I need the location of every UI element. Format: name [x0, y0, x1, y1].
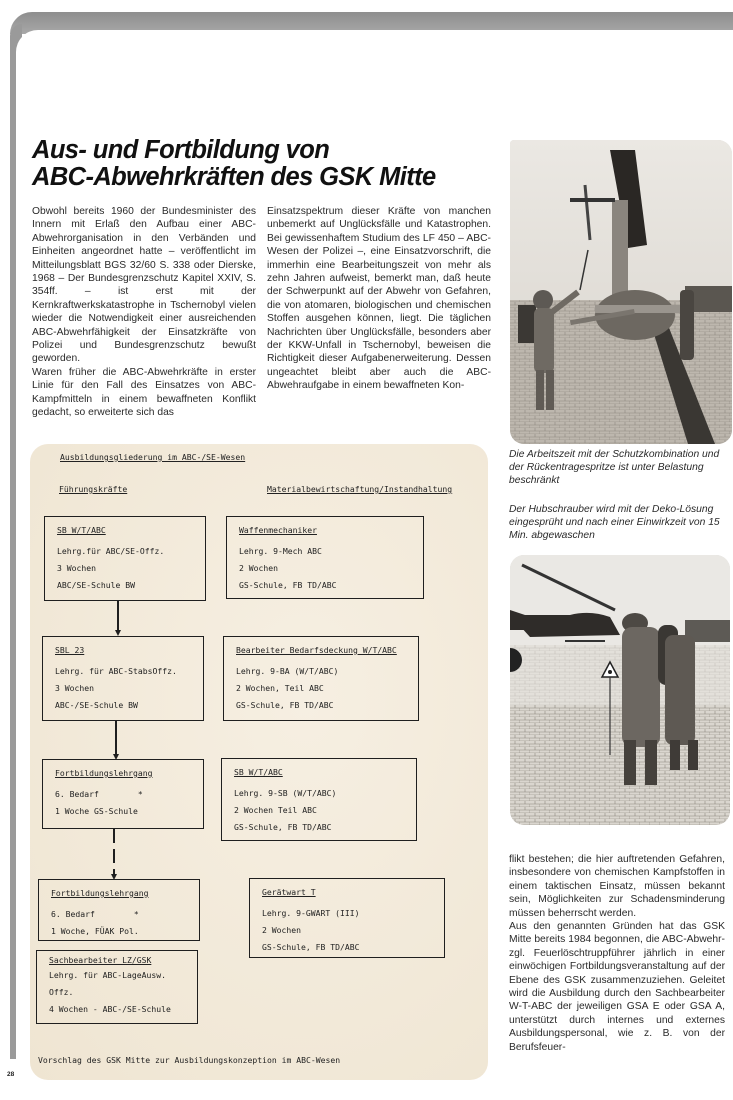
photo-helicopter-spraying — [510, 140, 732, 444]
paragraph: Obwohl bereits 1960 der Bundesminister des Innern mit Erlaß den Aufbau einer ABC-Abwehrorganisation in den Verbänden und Einheiten angeordnet hatte – veröffentlicht im Mitteilungsblatt BGS 32/60 S. 338 oder Dierske, 1968 – Der Bundesgrenzschutz Kapitel XXIV, S. 354ff. – ist erst mit der Kernkraftwerkskatastrophe in Tschernobyl vielen wieder die Notwendigkeit einer ausreichenden ABC-Abwehrfähigkeit der Einsatzkräfte von Polizei und Bundesgrenzschutz bewußt geworden. — [32, 206, 256, 365]
diagram-box-fortbildung-2: Fortbildungslehrgang 6. Bedarf * 1 Woche, FÜAK Pol. — [38, 879, 200, 941]
body-column-2 — [267, 205, 491, 393]
photo-caption-2: Der Hubschrauber wird mit der Deko-Lösung eingesprüht und nach einer Einwirkzeit von 15 Min. abgewaschen — [509, 504, 720, 542]
diagram-caption: Vorschlag des GSK Mitte zur Ausbildungskonzeption im ABC-Wesen — [38, 1055, 341, 1065]
diagram-box-waffenmechaniker: Waffenmechaniker Lehrg. 9-Mech ABC 2 Wochen GS-Schule, FB TD/ABC — [226, 516, 424, 599]
connector-line — [117, 601, 119, 633]
diagram-box-sachbearbeiter: Sachbearbeiter LZ/GSK Lehrg. für ABC-LageAusw. Offz. 4 Wochen - ABC-/SE-Schule — [36, 950, 198, 1024]
paragraph: Einsatzspektrum dieser Kräfte von manchen unbemerkt auf Unglücksfälle und Katastrophen. Bei gewissenhaftem Studium des LF 450 – ABC-Wesen der Polizei –, eine Einsatzvorschrift, die immerhin eine Bearbeitungszeit von mehr als zehn Jahren aufweist, bemerkt man, daß heute der Schwerpunkt auf der Abwehr von Gefahren, die von atomaren, biologischen und chemischen Stoffen ausgehen können, liegt. Die täglichen Nachrichten über Unglücksfälle, besonders aber der KKW-Unfall in Tschernobyl, beweisen die Richtigkeit dieser Aufgabenerweiterung. Dessen ungeachtet bleibt aber auch die ABC-Abwehraufgabe in einem bewaffneten Kon- — [267, 206, 491, 392]
photo-decon-soldiers — [510, 555, 730, 825]
training-structure-diagram — [30, 444, 488, 1080]
title-line-1: Aus- und Fortbildung von — [32, 136, 330, 164]
diagram-box-sbl-23: SBL 23 Lehrg. für ABC-StabsOffz. 3 Wochen ABC-/SE-Schule BW — [42, 636, 204, 721]
page-number: 28 — [7, 1071, 15, 1078]
body-column-1 — [32, 205, 256, 420]
dashed-connector-line — [113, 829, 115, 877]
paragraph: Waren früher die ABC-Abwehrkräfte in erster Linie für den Fall des Einsatzes von ABC-Kampfmitteln in einem bewaffneten Konflikt gedacht, so erweiterte sich das — [32, 366, 256, 419]
diagram-box-sb-wt-abc: SB W/T/ABC Lehrg.für ABC/SE-Offz. 3 Wochen ABC/SE-Schule BW — [44, 516, 206, 601]
diagram-box-bedarfsdeckung: Bearbeiter Bedarfsdeckung W/T/ABC Lehrg. 9-BA (W/T/ABC) 2 Wochen, Teil ABC GS-Schule, FB TD/ABC — [223, 636, 419, 721]
body-column-3 — [509, 853, 725, 1054]
photo-caption-1: Die Arbeitszeit mit der Schutzkombination und der Rückentragespritze ist unter Belastung beschränkt — [509, 449, 720, 487]
diagram-heading-leaders: Führungskräfte — [59, 484, 128, 494]
diagram-box-geraetwart: Gerätwart T Lehrg. 9-GWART (III) 2 Wochen GS-Schule, FB TD/ABC — [249, 878, 445, 958]
diagram-box-fortbildung-1: Fortbildungslehrgang 6. Bedarf * 1 Woche GS-Schule — [42, 759, 204, 829]
diagram-heading-materiel: Materialbewirtschaftung/Instandhaltung — [267, 484, 453, 494]
paragraph: Aus den genannten Gründen hat das GSK Mitte bereits 1984 begonnen, die ABC-Abwehr- zgl. Feuerlöschtruppführer jährlich in einer einwöchigen Fortbildungsveranstaltung auf der Ebene des GSK zusammenzuziehen. Geleitet wird die Ausbildung durch den Sachbearbeiter W-T-ABC der jeweiligen GSA E oder GSA A, unterstützt durch internes und externes Ausbildungspersonal, wie z. B. von der Berufsfeuer- — [509, 921, 725, 1053]
photo-illustration — [510, 555, 730, 825]
paragraph: flikt bestehen; die hier auftretenden Gefahren, insbesondere von chemischen Kampfstoffen in einem taktischen Einsatz, müssen bekannt sein, Möglichkeiten zur Schadensminderung müssen beherrscht werden. — [509, 854, 725, 919]
article-title — [32, 137, 502, 191]
connector-line — [115, 721, 117, 757]
title-line-2: ABC-Abwehrkräften des GSK Mitte — [32, 163, 436, 191]
diagram-title: Ausbildungsgliederung im ABC-/SE-Wesen — [60, 452, 246, 462]
photo-illustration — [510, 140, 732, 444]
diagram-box-sb-wt-abc-right: SB W/T/ABC Lehrg. 9-SB (W/T/ABC) 2 Wochen Teil ABC GS-Schule, FB TD/ABC — [221, 758, 417, 841]
